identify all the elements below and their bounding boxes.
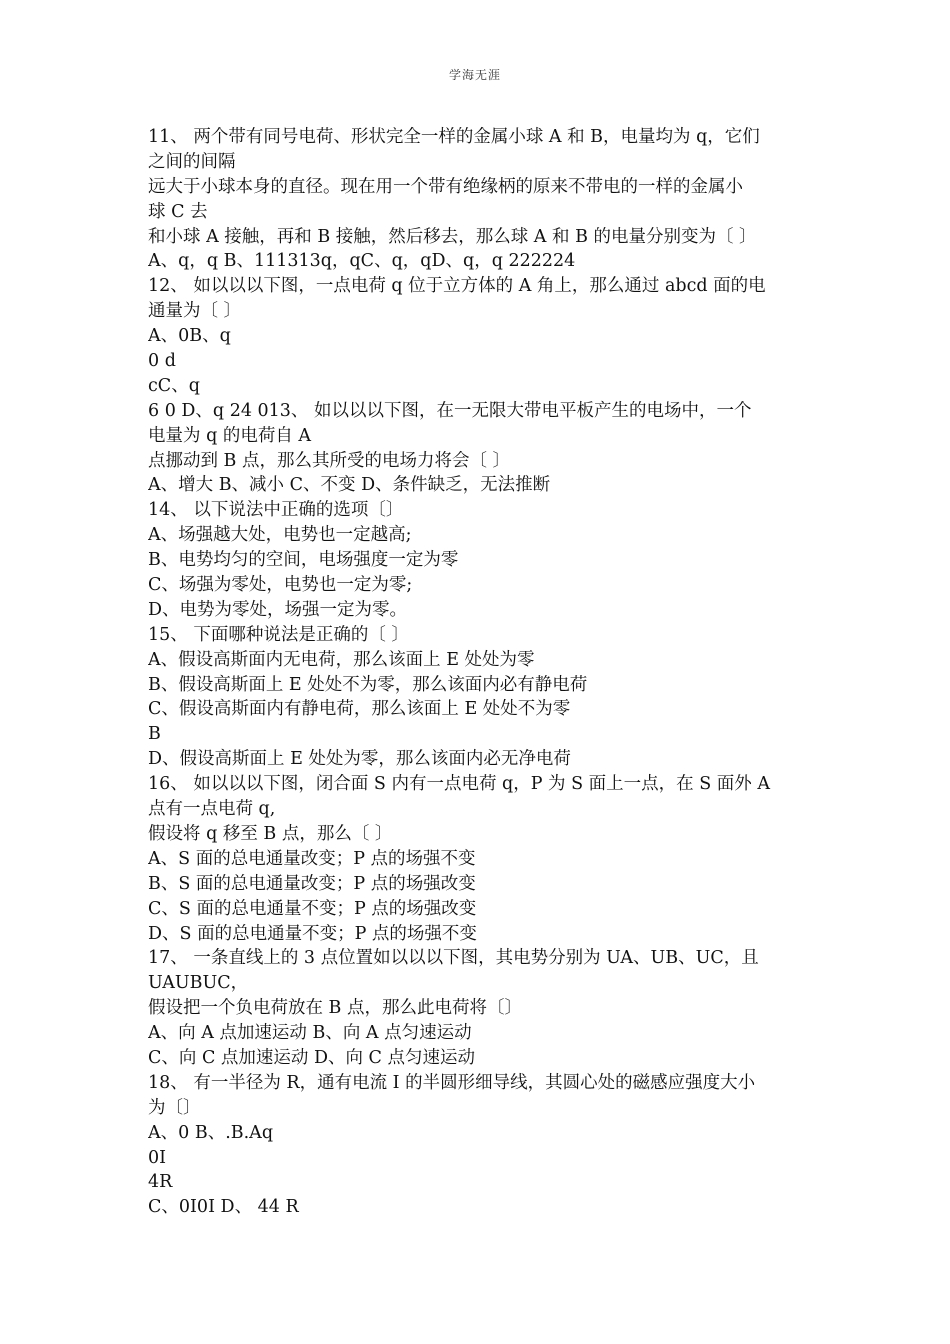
text-line: 和小球 A 接触，再和 B 接触，然后移去，那么球 A 和 B 的电量分别变为〔 〕 [148, 226, 757, 247]
text-line: B、S 面的总电通量改变；P 点的场强改变 [148, 873, 476, 894]
text-line: 6 0 D、q 24 013、 如以以以下图，在一无限大带电平板产生的电场中，一个 [148, 400, 752, 421]
text-line: A、假设高斯面内无电荷，那么该面上 E 处处为零 [148, 649, 535, 670]
text-line: 电量为 q 的电荷自 A [148, 425, 312, 446]
text-line: C、场强为零处，电势也一定为零; [148, 575, 413, 596]
text-line: D、S 面的总电通量不变；P 点的场强不变 [148, 923, 477, 944]
text-line: cC、q [148, 375, 200, 396]
text-line: B [148, 724, 161, 745]
text-line: 14、 以下说法中正确的选项〔〕 [148, 500, 404, 521]
text-line: C、S 面的总电通量不变；P 点的场强改变 [148, 898, 477, 919]
text-line: 12、 如以以以下图，一点电荷 q 位于立方体的 A 角上，那么通过 abcd 面的电 [148, 276, 766, 297]
text-line: B、电势均匀的空间，电场强度一定为零 [148, 550, 459, 571]
text-line: A、场强越大处，电势也一定越高; [148, 525, 412, 546]
text-line: 远大于小球本身的直径。现在用一个带有绝缘柄的原来不带电的一样的金属小 [148, 176, 743, 197]
text-line: 球 C 去 [148, 201, 208, 222]
text-line: C、假设高斯面内有静电荷，那么该面上 E 处处不为零 [148, 699, 571, 720]
text-line: 为〔〕 [148, 1097, 201, 1118]
text-line: C、0I0I D、 44 R [148, 1197, 299, 1218]
text-line: 假设将 q 移至 B 点，那么〔 〕 [148, 823, 393, 844]
text-line: A、0B、q [148, 326, 231, 347]
text-line: 4R [148, 1172, 173, 1193]
text-line: 通量为〔 〕 [148, 301, 242, 322]
page-header: 学海无涯 [448, 68, 501, 82]
text-line: C、向 C 点加速运动 D、向 C 点匀速运动 [148, 1047, 476, 1068]
text-line: B、假设高斯面上 E 处处不为零，那么该面内必有静电荷 [148, 674, 588, 695]
text-line: 假设把一个负电荷放在 B 点，那么此电荷将〔〕 [148, 998, 522, 1019]
text-line: A、S 面的总电通量改变；P 点的场强不变 [148, 848, 476, 869]
text-line: A、增大 B、减小 C、不变 D、条件缺乏，无法推断 [148, 475, 551, 496]
text-line: 点有一点电荷 q, [148, 799, 276, 820]
text-line: UAUBUC， [148, 973, 249, 994]
document-body [148, 125, 808, 1220]
text-line: 18、 有一半径为 R，通有电流 I 的半圆形细导线，其圆心处的磁感应强度大小 [148, 1072, 756, 1093]
text-line: A、向 A 点加速运动 B、向 A 点匀速运动 [148, 1023, 472, 1044]
text-line: A、0 B、.B.Aq [148, 1122, 274, 1143]
text-line: 11、 两个带有同号电荷、形状完全一样的金属小球 A 和 B，电量均为 q，它们 [148, 127, 760, 147]
text-line: 16、 如以以以下图，闭合面 S 内有一点电荷 q，P 为 S 面上一点，在 S 面外 A [148, 774, 770, 795]
text-line: 之间的间隔 [148, 151, 236, 172]
text-line: 0I [148, 1147, 167, 1168]
text-line: D、电势为零处，场强一定为零。 [148, 599, 408, 620]
text-line: 15、 下面哪种说法是正确的〔 〕 [148, 624, 409, 645]
text-line: 0 d [148, 351, 176, 372]
text-line: A、q，q B、111313q，qC、q，qD、q，q 222224 [148, 251, 576, 272]
text-line: 17、 一条直线上的 3 点位置如以以以下图，其电势分别为 UA、UB、UC，且 [148, 948, 759, 969]
text-line: 点挪动到 B 点，那么其所受的电场力将会〔 〕 [148, 450, 511, 471]
text-line: D、假设高斯面上 E 处处为零，那么该面内必无净电荷 [148, 749, 571, 770]
